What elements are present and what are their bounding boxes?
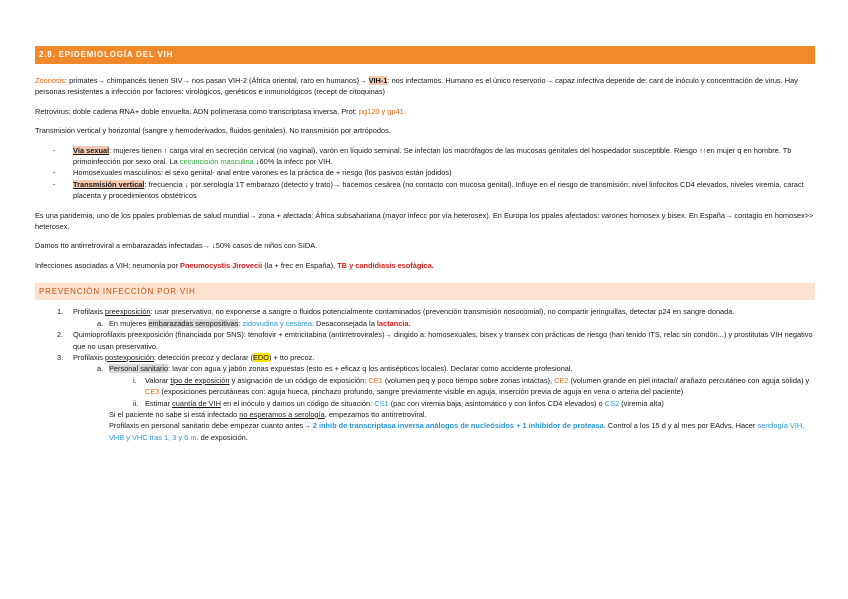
list-item-preexposicion: 1. Profilaxis preexposición: usar preservativo, no exponerse a sangre o fluidos potencialmente contaminados (prevención transmisión nosocomial), no compartir jeringuillas, detectar p24 en sangre donada. [57, 307, 735, 317]
list-subitem-personal-sanitario: a. Personal sanitario: lavar con agua y jabón zonas expuestas (esto es + eficaz q los antisépticos locales). Declarar como accidente profesional. [97, 364, 573, 374]
list-item: - Vía sexual: mujeres tienen ↑ carga viral en secreción cervical (no vaginal), varón en líquido seminal. Se infectan los macrófagos de las mucosas genitales del hospedador susceptible. Riesgo ↑↑en mujer q en hombre. Tb primoinfección por sexo oral. La circuncisión masculina ↓60% la infecc por VIH. [73, 145, 815, 168]
paragraph-embarazadas: Damos tto antirretroviral a embarazadas infectadas→ ↓50% casos de niños con SIDA. [35, 241, 318, 251]
paragraph-zoonosis: Zoonosis: primates→ chimpancés tienen SIV→ nos pasan VIH-2 (África oriental, raro en humanos)→ VIH-1: nos infectamos. Humano es el único reservorio→ capaz infectiva depende de: cant de inóculo y concentración de virus. Hay personas resistentes a infección por factores: virológicos, genéticos e inmunológicos (recept de citoquinas) [35, 76, 798, 97]
list-subitem-exposicion: i. Valorar tipo de exposición y asignación de un código de exposición: CE1 (volumen peq y poco tiempo sobre zonas intactas), CE2 (volumen grande en piel intacta// arañazo percutáneo con aguja sólida) y CE3 (exposiciones percutáneas con: aguja hueca, pinchazo profundo, sangre previamente visible en aguja, inserción previa de aguja en vena o arteria del paciente) [133, 375, 810, 397]
list-item: - Transmisión vertical: frecuencia ↓ por serología 1T embarazo (detecto y trato)→ hacemos cesárea (no contacto con mucosa genital). Influye en el riesgo de transmisión: nivel linfocitos CD4 elevados, niveles viremia, caract placenta y procedimientos obstétricos [73, 179, 815, 202]
list-item-postexposicion: 3. Profilaxis postexposición: detección precoz y declarar (EDO) + tto precoz. [57, 352, 315, 362]
list-item: - Homosexuales masculinos: el sexo genital- anal entre varones es la práctica de + riesgo (los pasivos están jodidos) [73, 167, 815, 178]
paragraph-serologia: Si el paciente no sabe si está infectado no esperamos a serología, empezamos tto antirretroviral. [109, 409, 427, 419]
paragraph-retrovirus: Retrovirus: doble cadena RNA+ doble envuelta. ADN polimerasa como transcriptasa inversa. Prot: pg120 y gp41. [35, 106, 406, 116]
transmission-list [35, 145, 815, 202]
list-subitem-embarazadas: a. En mujeres embarazadas seropositivas: zidovudina y cesárea. Desaconsejada la lactancia. [97, 318, 411, 328]
section-title-prevencion: PREVENCIÓN INFECCIÓN POR VIH [35, 283, 815, 300]
paragraph-profilaxis-sanitario: Profilaxis en personal sanitario debe empezar cuanto antes→ 2 inhib de transcriptasa inversa análogos de nucleósidos + 1 inhibidor de proteasa. Control a los 15 d y al mes por EAdvs. Hacer serología VIH, VHB y VHC tras 1, 3 y 6 m. de exposición. [109, 421, 805, 442]
list-subitem-cuantia: ii. Estimar cuantía de VIH en el inóculo y damos un código de situación: CS1 (pac con viremia baja, asintomático y con linfos CD4 elevados) o CS2 (viremia alta) [133, 398, 664, 408]
document-page [35, 46, 815, 443]
list-item-quimioprofilaxis: 2. Quimioprofilaxis preexposición (financiada por SNS): tenofovir + emtricitabina (antirretrovirales)→ dirigido a: homosexuales, bisex y transex con prácticas de riesgo (han tenido ITS, relac sin condón...) y prostitutas VIH negativo que no usan preservativo. [57, 330, 813, 351]
paragraph-pandemia: Es una pandemia, uno de los ppales problemas de salud mundial→ zona + afectada: África subsahariana (mayor infecc por vía heterosex). En Europa los ppales afectados: varones homosex y bisex. En España→ contagio en homosex>> heterosex. [35, 210, 814, 232]
paragraph-transmision: Transmisión vertical y horizontal (sangre y hemoderivados, fluidos genitales). No transmisión por artrópodos. [35, 126, 391, 136]
paragraph-infecciones: Infecciones asociadas a VIH: neumonía por Pneumocystis Jirovecii (la + frec en España), TB y candidiasis esofágica. [35, 260, 434, 270]
section-title-epidemiologia: 2.8. EPIDEMIOLOGÍA DEL VIH [35, 46, 815, 64]
